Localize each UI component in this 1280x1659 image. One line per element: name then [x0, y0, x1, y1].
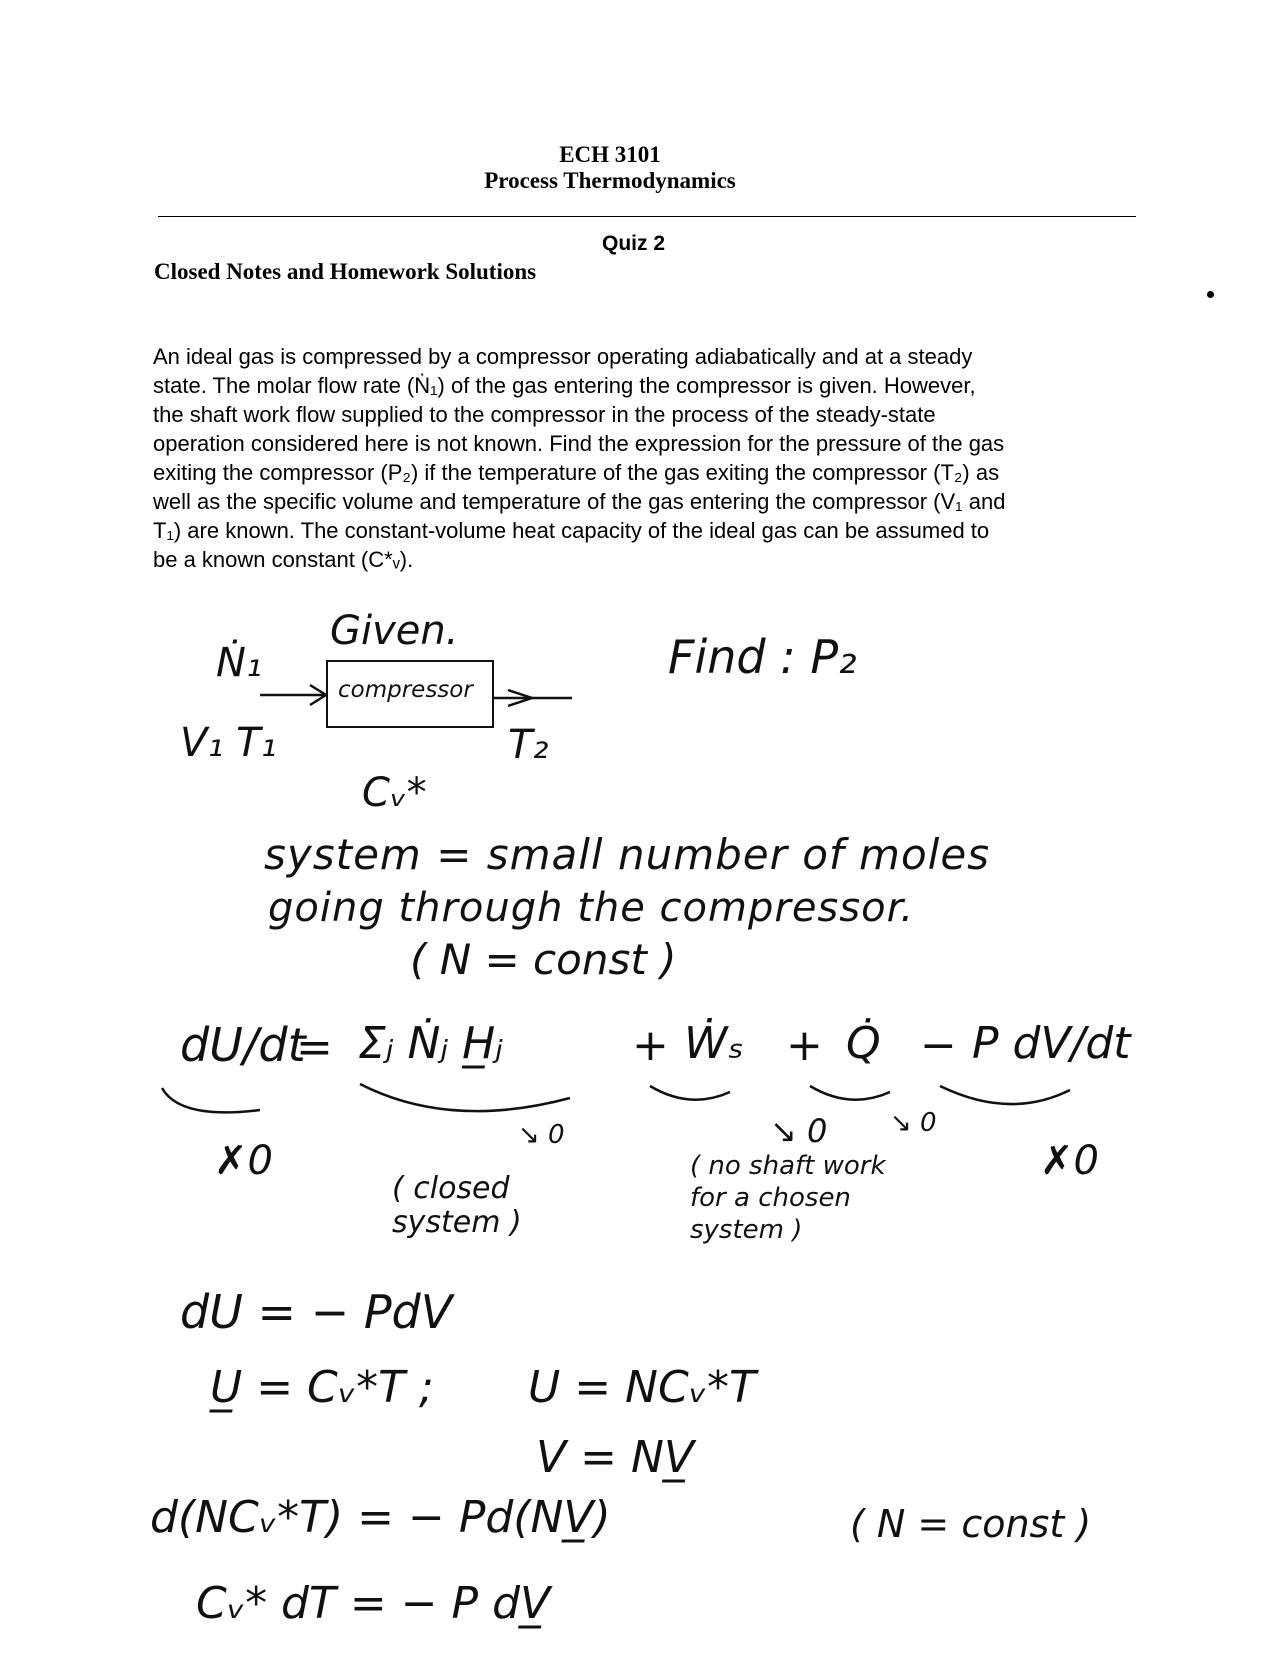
du-equation: dU = − PdV: [180, 1285, 453, 1339]
problem-line: operation considered here is not known. Find the expression for the pressure of the gas: [153, 431, 1005, 456]
no-shaft-work-note: ( no shaft work for a chosen system ): [690, 1151, 886, 1245]
system-definition-line1: system = small number of moles: [264, 830, 991, 879]
energy-balance-plus2: +: [786, 1020, 823, 1071]
course-title: Process Thermodynamics: [484, 168, 736, 193]
lhs-zero-mark: ✗0: [214, 1138, 273, 1184]
problem-line: T₁) are known. The constant-volume heat capacity of the ideal gas can be assumed to: [153, 518, 990, 543]
notes-policy: Closed Notes and Homework Solutions: [154, 259, 537, 284]
heat-capacity-label: Cᵥ*: [362, 770, 427, 816]
find-label: Find : P₂: [668, 630, 857, 684]
problem-statement: [153, 342, 1128, 574]
shaft-work-zero-mark: ↘ 0: [770, 1112, 828, 1150]
heat-flow-term: Q̇: [846, 1018, 881, 1069]
rhs-zero-mark: ✗0: [1040, 1138, 1099, 1184]
energy-balance-plus1: +: [632, 1020, 669, 1071]
compressor-label: compressor: [338, 677, 473, 703]
flow-arrows: [250, 660, 580, 720]
shaft-work-term: Ẇₛ: [684, 1018, 744, 1069]
enthalpy-flow-term: Σⱼ Ṅⱼ H̲ⱼ: [358, 1018, 503, 1069]
total-energy-equation: U = NCᵥ*T: [528, 1362, 756, 1413]
problem-line: exiting the compressor (P₂) if the temperature of the gas exiting the compressor (T₂) as: [153, 460, 1000, 485]
problem-line: An ideal gas is compressed by a compressor operating adiabatically and at a steady: [153, 344, 973, 369]
problem-line: well as the specific volume and temperature of the gas entering the compressor (V₁ and: [153, 489, 1006, 514]
energy-balance-minus: −: [920, 1020, 957, 1071]
header-divider: [158, 216, 1136, 217]
problem-line: be a known constant (C*ᵥ).: [153, 547, 414, 572]
problem-line: the shaft work flow supplied to the compressor in the process of the steady-state: [153, 402, 936, 427]
problem-line: state. The molar flow rate (Ṅ₁) of the gas entering the compressor is given. However,: [153, 373, 976, 398]
energy-balance-lhs: dU/dt: [180, 1018, 306, 1072]
closed-system-note: ( closed system ): [392, 1171, 522, 1240]
constant-moles-note-2: ( N = const ): [850, 1502, 1092, 1546]
energy-balance-equals: =: [296, 1022, 333, 1073]
inlet-state-label: V₁ T₁: [180, 720, 277, 766]
differential-equation: d(NCᵥ*T) = − Pd(NV̲): [150, 1492, 611, 1543]
quiz-number: Quiz 2: [602, 232, 666, 255]
pressure-volume-term: P dV/dt: [972, 1018, 1131, 1069]
heat-zero-mark: ↘ 0: [890, 1108, 937, 1138]
final-differential-equation: Cᵥ* dT = − P dV̲: [196, 1578, 551, 1629]
outlet-temperature-label: T₂: [508, 722, 549, 768]
system-definition-line2: going through the compressor.: [268, 885, 915, 931]
total-volume-equation: V = NV̲: [536, 1432, 694, 1483]
molar-energy-equation: U̲ = Cᵥ*T ;: [210, 1362, 434, 1413]
term-underbraces: [150, 1080, 1130, 1140]
molar-flow-label: Ṅ₁: [216, 640, 262, 686]
course-code: ECH 3101: [559, 142, 661, 167]
sum-zero-mark: ↘ 0: [518, 1120, 565, 1150]
given-label: Given.: [330, 608, 459, 654]
stray-dot: [1207, 291, 1214, 298]
constant-moles-note: ( N = const ): [410, 935, 677, 984]
